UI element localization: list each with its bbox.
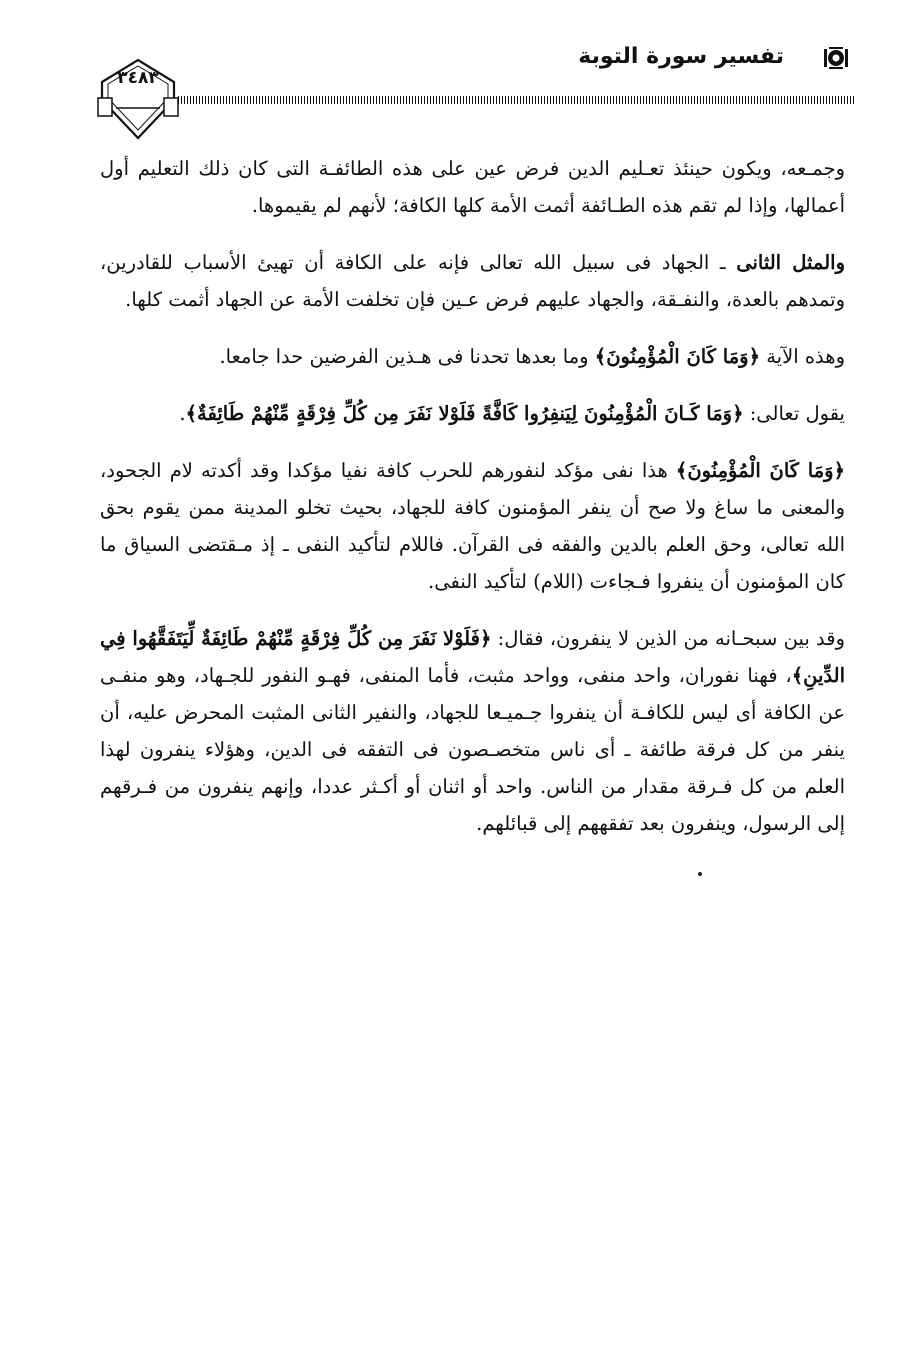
body-text <box>100 150 845 862</box>
paragraph-text: ـ الجهاد فى سبيل الله تعالى فإنه على الكافة أن تهيئ الأسباب للقادرين، وتمدهم بالعدة، والنفـقة، والجهاد عليهم فرض عـين فإن تخلفت الأمة عن الجهاد أثمت كلها. <box>100 251 845 311</box>
paragraph-6 <box>100 620 845 842</box>
page-number-badge <box>96 56 180 140</box>
running-head-title: تفسير سورة التوبة <box>578 44 784 69</box>
paragraph-text: وما بعدها تحدنا فى هـذين الفرضين حدا جامعا. <box>219 345 595 368</box>
stray-dot <box>698 872 702 876</box>
page-number: ٣٤٨٣ <box>117 68 159 88</box>
paragraph-text: وقد بين سبحـانه من الذين لا ينفرون، فقال: <box>491 627 845 650</box>
quran-quote: ﴿فَلَوْلا نَفَرَ مِن كُلِّ فِرْقَةٍ مِّنْهُمْ طَائِفَةٌ لِّيَتَفَقَّهُوا فِي الدِّينِ﴾ <box>100 627 845 687</box>
quran-quote: ﴿وَمَا كَانَ الْمُؤْمِنُونَ﴾ <box>594 345 761 368</box>
paragraph-1: وجمـعه، ويكون حينئذ تعـليم الدين فرض عين على هذه الطائفـة التى كان ذلك التعليم أول أعمالها، وإذا لم تقم هذه الطـائفة أثمت الأمة كلها الكافة؛ لأنهم لم يقيموها. <box>100 157 845 217</box>
paragraph-5 <box>100 452 845 600</box>
paragraph-text: ، فهنا نفوران، واحد منفى، وواحد مثبت، فأما المنفى، فهـو النفور للجـهاد، وهو منفـى عن الكافة أى ليس للكافـة أن ينفروا جـميـعا للجهاد، والنفير الثانى المثبت المحرض عليه، أن ينفر من كل فرقة طائفة ـ أى ناس متخصـصون فى التفقه فى الدين، وهؤلاء ينفرون لهذا العلم من كل فـرقة مقدار من الناس. واحد أو اثنان أو أكـثر عددا، وإنهم ينفرون من فـرقهم إلى الرسول، وينفرون بعد تفقههم إلى قبائلهم. <box>100 664 845 835</box>
paragraph-2 <box>100 244 845 318</box>
paragraph-text: هذا نفى مؤكد لنفورهم للحرب كافة نفيا مؤكدا وقد أكدته لام الجحود، والمعنى ما ساغ ولا صح أن ينفر المؤمنون كافة للجهاد، بحيث تخلو المدينة ممن يقوم بحق الله تعالى، وحق العلم بالدين والفقه فى القرآن. فاللام لتأكيد النفى ـ إذ مـقتضى السياق ما كان المؤمنون أن ينفروا فـجاءت (اللام) لتأكيد النفى. <box>100 459 845 593</box>
paragraph-text: . <box>179 402 186 425</box>
ornament-icon <box>822 44 850 72</box>
paragraph-4 <box>100 395 845 432</box>
page-header <box>0 0 916 140</box>
quran-quote: ﴿وَمَا كَـانَ الْمُؤْمِنُونَ لِيَنفِرُوا كَافَّةً فَلَوْلا نَفَرَ مِن كُلِّ فِرْقَةٍ مِّنْهُمْ طَائِفَةٌ﴾ <box>185 402 744 425</box>
header-rule <box>178 96 856 104</box>
quran-quote: ﴿وَمَا كَانَ الْمُؤْمِنُونَ﴾ <box>675 459 845 482</box>
paragraph-3 <box>100 338 845 375</box>
paragraph-text: يقول تعالى: <box>743 402 845 425</box>
paragraph-text: وهذه الآية <box>760 345 845 368</box>
paragraph-label: والمثل الثانى <box>736 251 845 274</box>
